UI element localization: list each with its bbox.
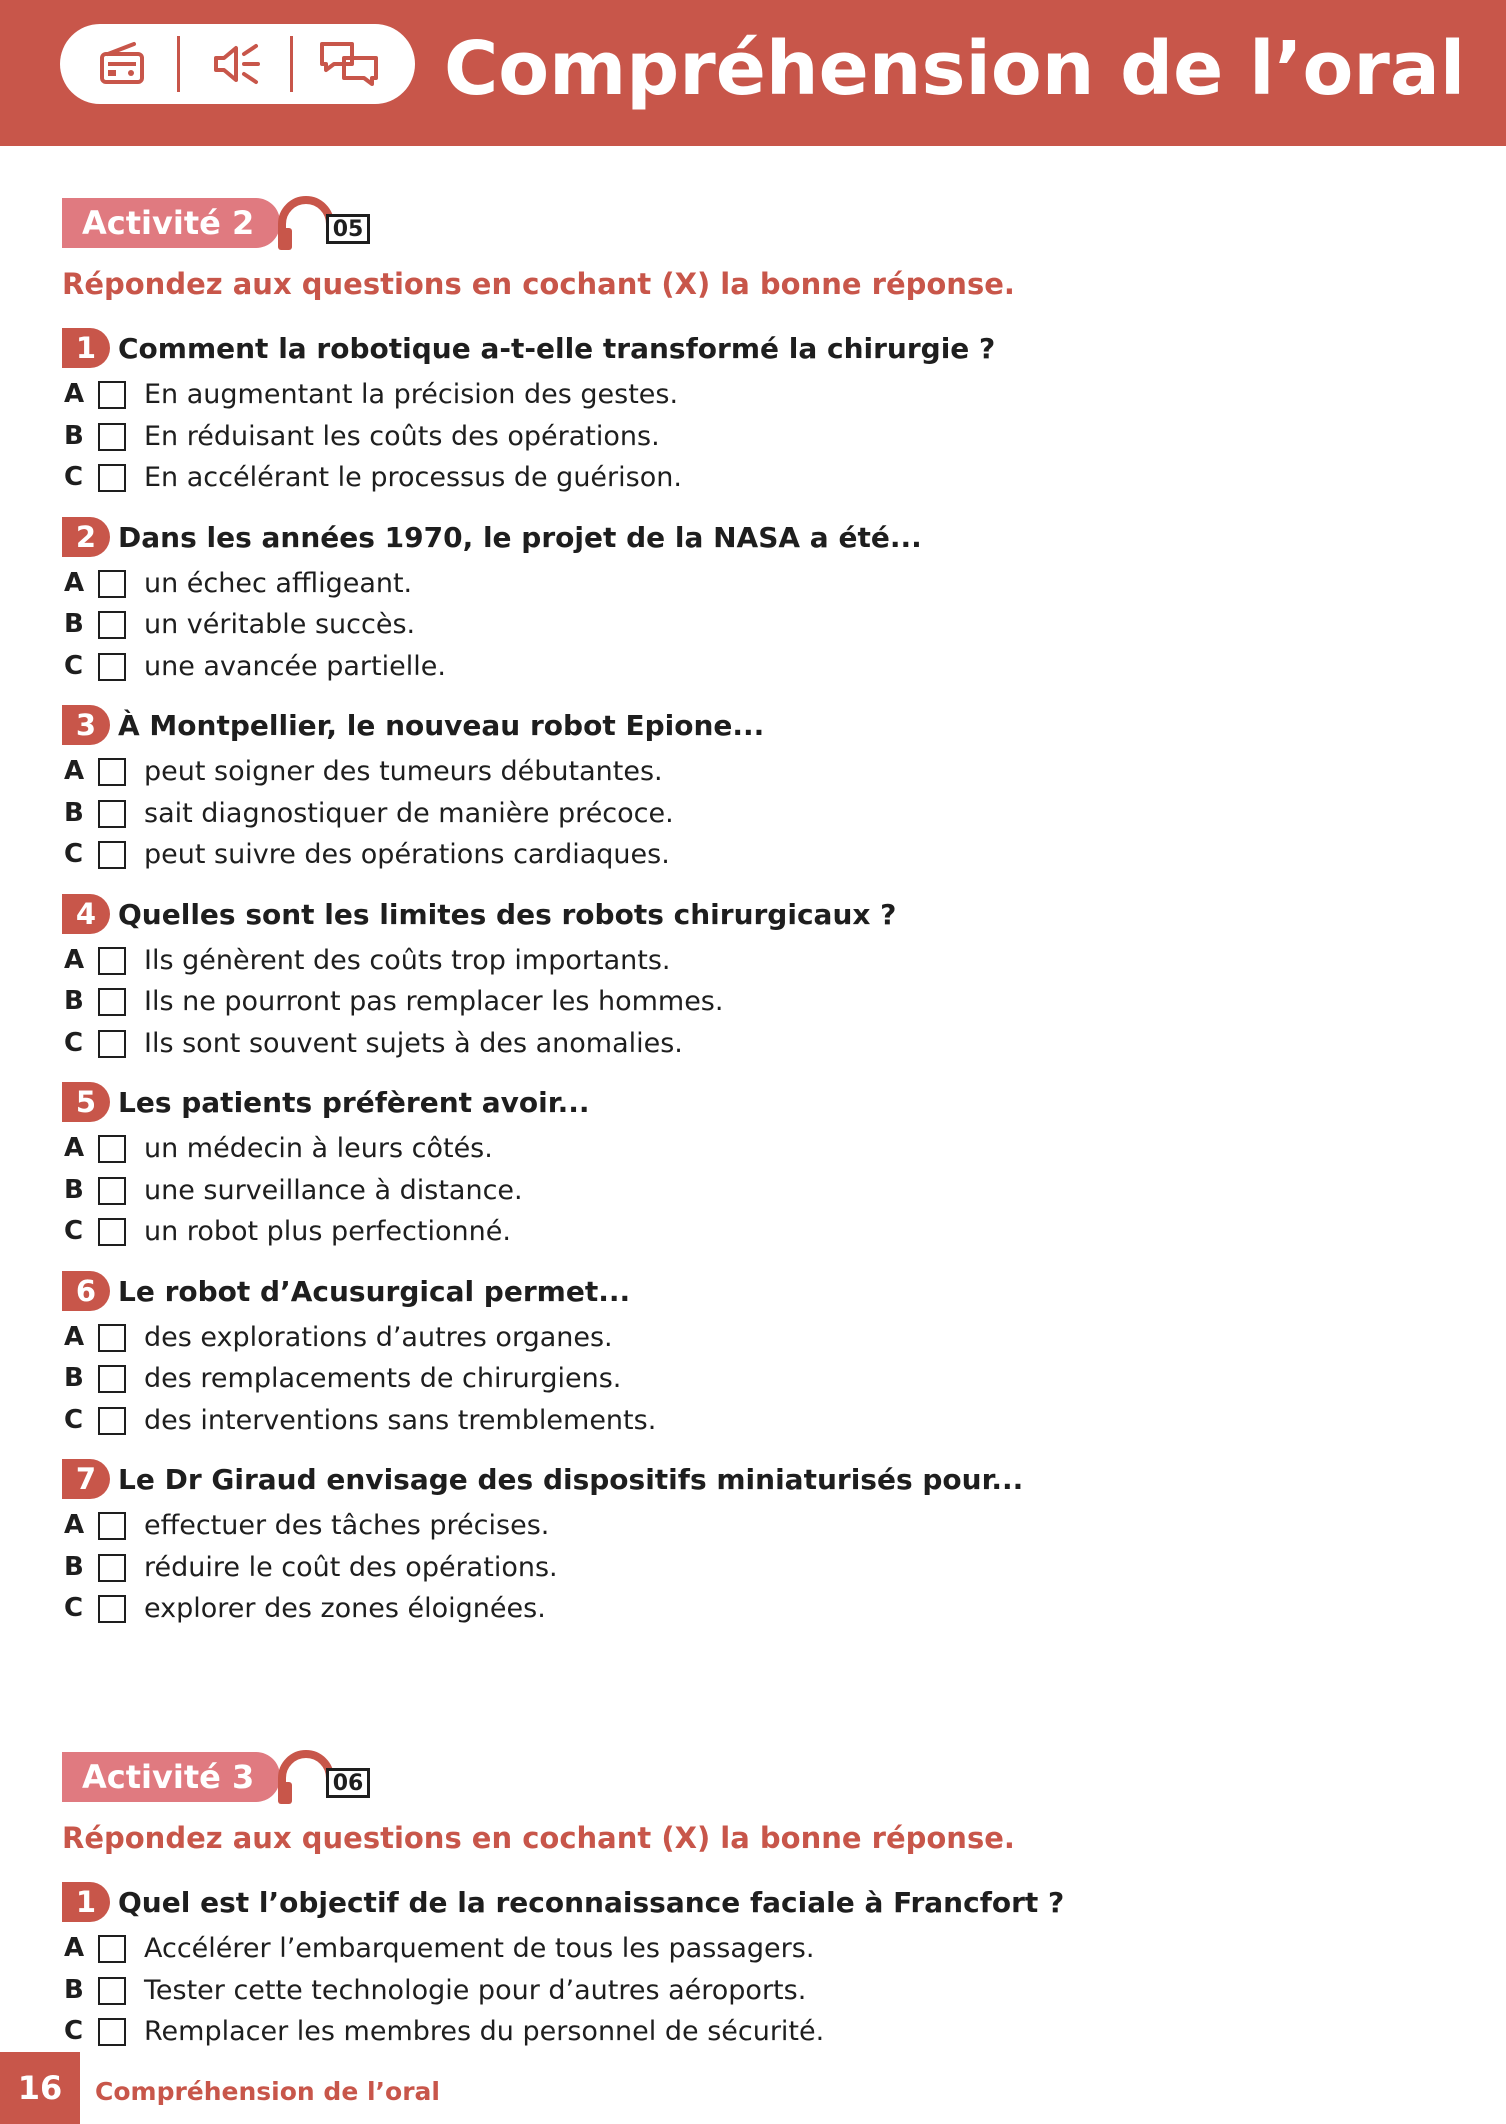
option-letter: B	[64, 797, 84, 828]
option-text: un médecin à leurs côtés.	[144, 1133, 493, 1164]
question-number: 6	[62, 1271, 110, 1311]
question-number: 5	[62, 1082, 110, 1122]
option-text: des remplacements de chirurgiens.	[144, 1363, 622, 1394]
question	[62, 1878, 1442, 2053]
activity-header	[62, 1752, 1442, 1810]
option-letter: A	[64, 567, 85, 598]
answer-checkbox[interactable]	[98, 611, 126, 639]
option-text: Accélérer l’embarquement de tous les passagers.	[144, 1933, 815, 1964]
answer-checkbox[interactable]	[98, 1512, 126, 1540]
answer-checkbox[interactable]	[98, 1554, 126, 1582]
option-letter: A	[64, 1321, 85, 1352]
option-text: une avancée partielle.	[144, 650, 446, 682]
icon-separator	[290, 36, 293, 92]
answer-checkbox[interactable]	[98, 1365, 126, 1393]
answer-checkbox[interactable]	[98, 381, 126, 409]
answer-checkbox[interactable]	[98, 1177, 126, 1205]
question-text: Comment la robotique a-t-elle transformé la chirurgie ?	[118, 332, 996, 365]
answer-option	[62, 940, 1442, 982]
audio-track	[276, 194, 376, 254]
option-letter: A	[64, 1133, 85, 1163]
question-text: Le Dr Giraud envisage des dispositifs miniaturisés pour...	[118, 1463, 1024, 1496]
question	[62, 1455, 1442, 1630]
answer-checkbox[interactable]	[98, 423, 126, 451]
answer-checkbox[interactable]	[98, 1030, 126, 1058]
option-text: peut suivre des opérations cardiaques.	[144, 839, 670, 870]
activity-2	[62, 198, 1442, 1630]
option-letter: B	[64, 420, 84, 451]
option-letter: B	[64, 1174, 84, 1205]
option-text: des interventions sans tremblements.	[144, 1404, 657, 1436]
page-header	[0, 0, 1506, 146]
answer-checkbox[interactable]	[98, 841, 126, 869]
dialogue-icon	[318, 40, 380, 88]
option-text: En réduisant les coûts des opérations.	[144, 420, 660, 452]
option-text: des explorations d’autres organes.	[144, 1321, 613, 1353]
option-text: Ils génèrent des coûts trop importants.	[144, 944, 671, 976]
question-number: 4	[62, 894, 110, 934]
answer-checkbox[interactable]	[98, 464, 126, 492]
question-text: Quel est l’objectif de la reconnaissance faciale à Francfort ?	[118, 1886, 1065, 1919]
question-number: 2	[62, 517, 110, 557]
answer-checkbox[interactable]	[98, 653, 126, 681]
answer-option	[62, 1547, 1442, 1589]
radio-icon	[98, 40, 146, 88]
option-text: Ils ne pourront pas remplacer les hommes.	[144, 986, 724, 1017]
option-text: un véritable succès.	[144, 609, 416, 640]
answer-checkbox[interactable]	[98, 2018, 126, 2046]
option-letter: B	[64, 986, 84, 1016]
page-number: 16	[0, 2052, 80, 2124]
answer-option	[62, 1400, 1442, 1442]
activity-badge: Activité 2	[62, 198, 280, 248]
answer-checkbox[interactable]	[98, 758, 126, 786]
answer-option	[62, 1358, 1442, 1400]
question-text: Quelles sont les limites des robots chirurgicaux ?	[118, 897, 897, 931]
option-letter: C	[64, 462, 84, 492]
option-text: Ils sont souvent sujets à des anomalies.	[144, 1027, 683, 1059]
option-text: peut soigner des tumeurs débutantes.	[144, 756, 663, 787]
option-text: une surveillance à distance.	[144, 1174, 523, 1206]
answer-option	[62, 2011, 1442, 2053]
answer-checkbox[interactable]	[98, 988, 126, 1016]
answer-option	[62, 793, 1442, 835]
answer-option	[62, 1588, 1442, 1630]
answer-checkbox[interactable]	[98, 1218, 126, 1246]
question-number: 7	[62, 1459, 110, 1499]
option-letter: C	[64, 650, 84, 681]
option-letter: A	[64, 379, 85, 409]
option-text: En augmentant la précision des gestes.	[144, 379, 679, 410]
answer-option	[62, 1928, 1442, 1970]
answer-checkbox[interactable]	[98, 1324, 126, 1352]
answer-option	[62, 834, 1442, 876]
option-letter: C	[64, 1027, 84, 1058]
option-letter: C	[64, 1404, 84, 1435]
question	[62, 701, 1442, 876]
option-text: sait diagnostiquer de manière précoce.	[144, 797, 674, 829]
option-letter: A	[64, 756, 85, 786]
question-text: Dans les années 1970, le projet de la NASA a été...	[118, 520, 922, 554]
question	[62, 1078, 1442, 1253]
audio-track	[276, 1748, 376, 1808]
question-text: À Montpellier, le nouveau robot Epione...	[118, 709, 765, 742]
question-number: 1	[62, 328, 110, 368]
option-letter: C	[64, 1216, 84, 1246]
answer-option	[62, 1170, 1442, 1212]
option-letter: C	[64, 839, 84, 869]
answer-option	[62, 1317, 1442, 1359]
question	[62, 1267, 1442, 1442]
answer-checkbox[interactable]	[98, 1935, 126, 1963]
option-letter: B	[64, 609, 84, 639]
question	[62, 513, 1442, 688]
speaker-icon	[210, 40, 262, 88]
answer-checkbox[interactable]	[98, 1595, 126, 1623]
question	[62, 324, 1442, 499]
option-letter: A	[64, 944, 85, 975]
answer-option	[62, 1211, 1442, 1253]
answer-checkbox[interactable]	[98, 570, 126, 598]
answer-option	[62, 1128, 1442, 1170]
option-letter: C	[64, 2016, 84, 2046]
option-text: réduire le coût des opérations.	[144, 1551, 558, 1583]
answer-option	[62, 646, 1442, 688]
answer-option	[62, 604, 1442, 646]
activity-badge: Activité 3	[62, 1752, 280, 1802]
answer-option	[62, 563, 1442, 605]
answer-checkbox[interactable]	[98, 800, 126, 828]
instruction: Répondez aux questions en cochant (X) la bonne réponse.	[62, 1821, 1015, 1855]
option-letter: A	[64, 1933, 85, 1963]
activity-header	[62, 198, 1442, 256]
option-letter: B	[64, 1974, 84, 2005]
footer-section-title: Compréhension de l’oral	[95, 2077, 440, 2106]
option-text: un robot plus perfectionné.	[144, 1216, 511, 1247]
question-number: 3	[62, 705, 110, 745]
option-letter: A	[64, 1510, 85, 1540]
track-number: 05	[326, 214, 370, 244]
answer-option	[62, 981, 1442, 1023]
instruction: Répondez aux questions en cochant (X) la bonne réponse.	[62, 267, 1015, 301]
answer-checkbox[interactable]	[98, 1135, 126, 1163]
skill-icons-pill	[60, 24, 415, 104]
question-text: Le robot d’Acusurgical permet...	[118, 1274, 631, 1308]
answer-option	[62, 751, 1442, 793]
answer-option	[62, 374, 1442, 416]
answer-option	[62, 1505, 1442, 1547]
question	[62, 890, 1442, 1065]
icon-separator	[177, 36, 180, 92]
question-number: 1	[62, 1882, 110, 1922]
option-text: Tester cette technologie pour d’autres aéroports.	[144, 1974, 807, 2006]
option-text: En accélérant le processus de guérison.	[144, 462, 682, 493]
option-letter: B	[64, 1363, 84, 1393]
option-letter: C	[64, 1593, 84, 1623]
answer-checkbox[interactable]	[98, 947, 126, 975]
option-letter: B	[64, 1551, 84, 1582]
page-title: Compréhension de l’oral	[444, 26, 1466, 112]
answer-checkbox[interactable]	[98, 1977, 126, 2005]
activity-3	[62, 1752, 1442, 2053]
answer-checkbox[interactable]	[98, 1407, 126, 1435]
option-text: explorer des zones éloignées.	[144, 1593, 546, 1624]
answer-option	[62, 416, 1442, 458]
option-text: effectuer des tâches précises.	[144, 1510, 550, 1541]
answer-option	[62, 1023, 1442, 1065]
track-number: 06	[326, 1768, 370, 1798]
option-text: Remplacer les membres du personnel de sécurité.	[144, 2016, 825, 2047]
option-text: un échec affligeant.	[144, 567, 413, 599]
answer-option	[62, 1970, 1442, 2012]
question-text: Les patients préfèrent avoir...	[118, 1086, 590, 1119]
answer-option	[62, 457, 1442, 499]
